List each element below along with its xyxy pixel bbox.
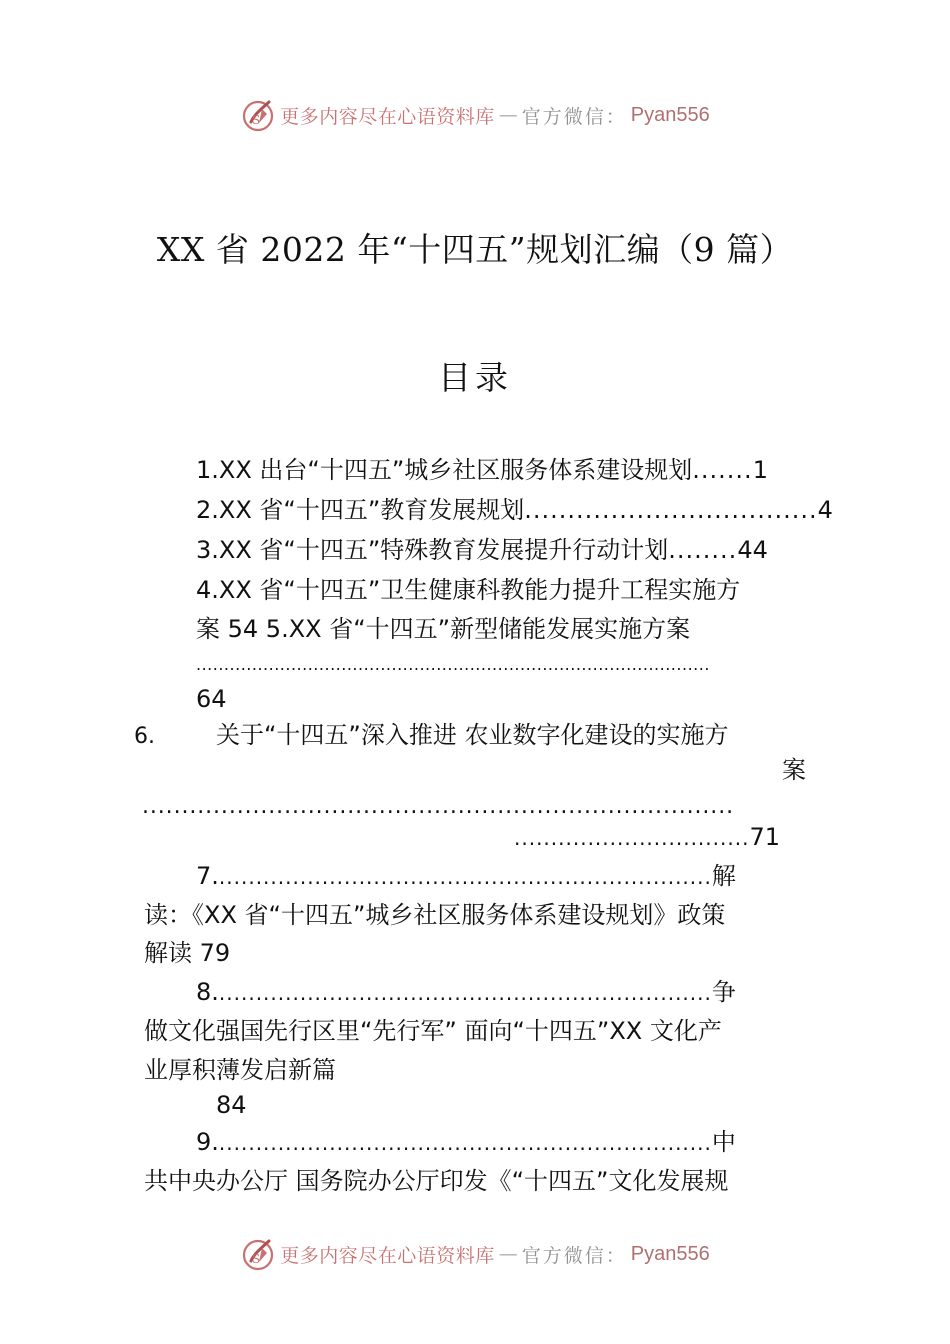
toc-page-number: 71 [749,823,780,851]
toc-page-number: 84 [216,1091,247,1119]
toc-entry-7-page-line: 解读 79 [144,939,231,967]
toc-leader-dots: ........ [668,536,738,564]
pen-logo-icon [240,1236,276,1272]
svg-text:S: S [252,1252,261,1266]
toc-entry-6[interactable]: 关于“十四五”深入推进 农业数字化建设的实施方 [216,721,729,749]
toc-entry-text: 争 [711,978,736,1006]
watermark-dash: — [498,1243,518,1265]
toc-page-number: 44 [737,536,768,564]
toc-entry-3[interactable] [196,535,768,565]
watermark-label: 官方微信： [521,1244,627,1267]
document-title: XX 省 2022 年“十四五”规划汇编（9 篇） [156,230,794,269]
toc-leader-dots: .................................. [524,496,818,524]
toc-leader-dots: ....... [692,456,753,484]
toc-page-number: 4 [817,496,833,524]
toc-page-number: 1 [752,456,768,484]
toc-entry-6-tail: 案 [782,756,806,784]
toc-entry-1[interactable] [196,455,768,485]
toc-entry-number: 7. [196,862,219,890]
toc-entry-text: 2.XX 省“十四五”教育发展规划 [196,496,525,524]
watermark-wechat-id: Pyan556 [630,103,710,126]
header-watermark [0,95,950,135]
toc-entry-8-text-cont[interactable]: 业厚积薄发启新篇 [144,1056,336,1084]
toc-entry-4-5[interactable]: 案 54 5.XX 省“十四五”新型储能发展实施方案 [196,615,691,643]
toc-entry-8[interactable] [196,977,736,1008]
toc-entry-2[interactable] [196,495,833,525]
toc-entry-text: 1.XX 出台“十四五”城乡社区服务体系建设规划 [196,456,693,484]
toc-entry-9[interactable] [196,1127,736,1158]
toc-leader-dots: ................................ [514,826,750,850]
toc-leader-dots: ................................................................... [218,981,712,1005]
watermark-wechat-id: Pyan556 [630,1242,710,1265]
toc-entry-text: 解 [711,862,736,890]
pen-logo-icon [240,97,276,133]
toc-entry-4[interactable]: 4.XX 省“十四五”卫生健康科教能力提升工程实施方 [196,576,741,604]
toc-entry-text: 3.XX 省“十四五”特殊教育发展提升行动计划 [196,536,669,564]
toc-leader-dots: ........................................................................... [142,794,734,819]
toc-page-number: 64 [196,685,227,713]
watermark-dash: — [498,104,518,126]
toc-entry-7[interactable] [196,861,736,892]
watermark-label: 官方微信： [521,105,627,128]
toc-entry-6-number: 6. [134,724,155,749]
watermark-text: 更多内容尽在心语资料库 [280,105,495,128]
toc-leader-dots: ................................................................... [218,865,712,889]
toc-leader-dots: ............................................................................................ [196,655,710,674]
footer-watermark [0,1234,950,1274]
toc-heading: 目录 [438,358,512,397]
toc-entry-text: 中 [711,1128,736,1156]
toc-entry-number: 9. [196,1128,219,1156]
toc-entry-7-text[interactable]: 读：《XX 省“十四五”城乡社区服务体系建设规划》政策 [144,901,726,929]
svg-text:S: S [252,113,261,127]
toc-entry-8-text[interactable]: 做文化强国先行区里“先行军” 面向“十四五”XX 文化产 [144,1017,722,1045]
toc-entry-number: 8. [196,978,219,1006]
toc-entry-9-text[interactable]: 共中央办公厅 国务院办公厅印发《“十四五”文化发展规 [144,1167,729,1195]
watermark-text: 更多内容尽在心语资料库 [280,1244,495,1267]
toc-entry-6-page-line [514,822,780,853]
toc-leader-dots: ................................................................... [218,1131,712,1155]
